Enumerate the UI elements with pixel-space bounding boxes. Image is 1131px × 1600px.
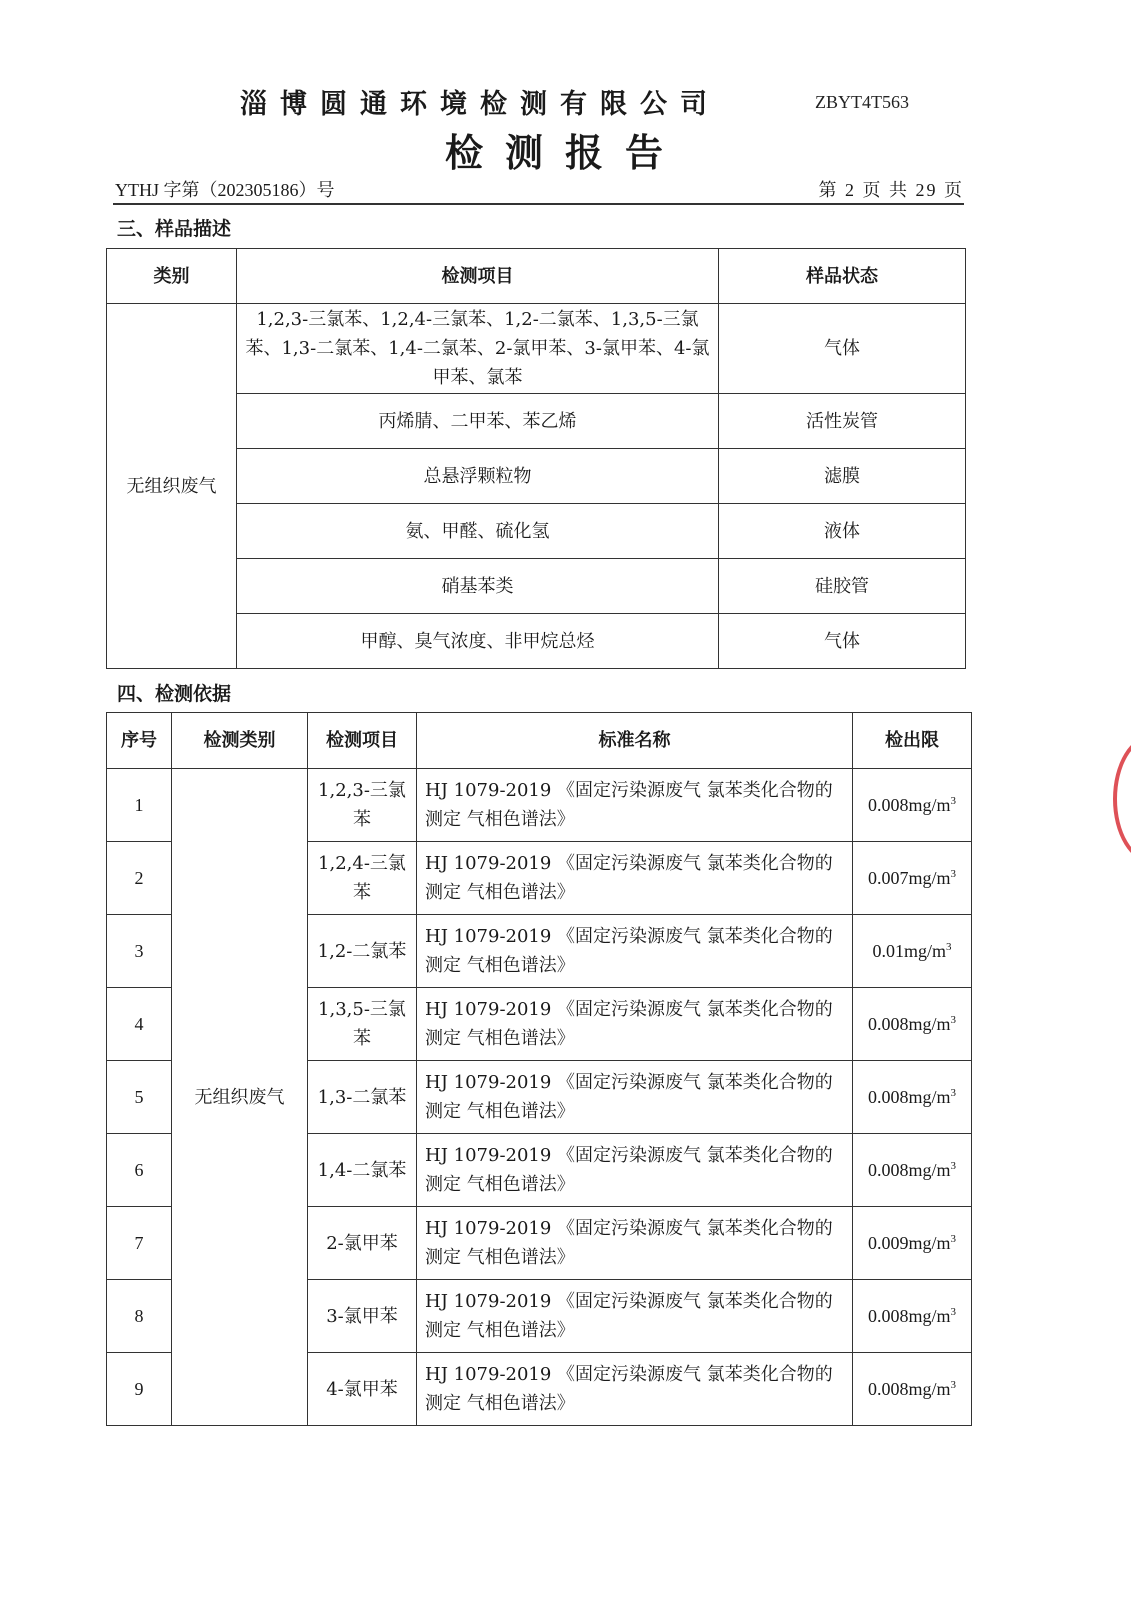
items-cell: 氨、甲醛、硫化氢 <box>237 504 719 559</box>
items-cell: 丙烯腈、二甲苯、苯乙烯 <box>237 394 719 449</box>
limit-unit-exponent: 3 <box>946 940 952 953</box>
standard-cell: HJ 1079-2019 《固定污染源废气 氯苯类化合物的测定 气相色谱法》 <box>417 1280 853 1353</box>
items-cell: 甲醇、臭气浓度、非甲烷总烃 <box>237 614 719 669</box>
header-cell: 检测项目 <box>237 249 719 304</box>
state-cell: 液体 <box>719 504 966 559</box>
item-cell: 2-氯甲苯 <box>308 1207 417 1280</box>
header-cell: 标准名称 <box>417 713 853 769</box>
limit-unit-exponent: 3 <box>950 1159 956 1172</box>
standard-cell: HJ 1079-2019 《固定污染源废气 氯苯类化合物的测定 气相色谱法》 <box>417 769 853 842</box>
row-number: 2 <box>107 842 172 915</box>
limit-value: 0.008mg/m <box>867 1378 951 1399</box>
item-cell: 4-氯甲苯 <box>308 1353 417 1426</box>
row-number: 5 <box>107 1061 172 1134</box>
table-header-row <box>107 713 972 769</box>
limit-cell <box>853 1061 972 1134</box>
table-header-row <box>107 249 966 304</box>
row-number: 3 <box>107 915 172 988</box>
limit-value: 0.008mg/m <box>867 794 951 815</box>
seal-stamp <box>1113 735 1131 863</box>
table-row <box>107 769 972 842</box>
header-cell: 检出限 <box>853 713 972 769</box>
row-number: 9 <box>107 1353 172 1426</box>
limit-cell <box>853 988 972 1061</box>
page-info: 第 2 页 共 29 页 <box>818 180 964 200</box>
item-cell: 1,4-二氯苯 <box>308 1134 417 1207</box>
item-cell: 1,3-二氯苯 <box>308 1061 417 1134</box>
header-cell: 检测项目 <box>308 713 417 769</box>
limit-cell <box>853 769 972 842</box>
standard-cell: HJ 1079-2019 《固定污染源废气 氯苯类化合物的测定 气相色谱法》 <box>417 1134 853 1207</box>
row-number: 4 <box>107 988 172 1061</box>
items-cell: 1,2,3-三氯苯、1,2,4-三氯苯、1,2-二氯苯、1,3,5-三氯苯、1,3-二氯苯、1,4-二氯苯、2-氯甲苯、3-氯甲苯、4-氯甲苯、氯苯 <box>237 304 719 394</box>
items-cell: 总悬浮颗粒物 <box>237 449 719 504</box>
report-code: ZBYT4T563 <box>815 92 909 112</box>
items-cell: 硝基苯类 <box>237 559 719 614</box>
section-heading-sample-description: 三、样品描述 <box>117 218 232 240</box>
header-cell: 类别 <box>107 249 237 304</box>
limit-unit-exponent: 3 <box>950 1086 956 1099</box>
state-cell: 气体 <box>719 614 966 669</box>
header-cell: 样品状态 <box>719 249 966 304</box>
header-divider <box>113 203 964 205</box>
limit-value: 0.008mg/m <box>867 1159 951 1180</box>
state-cell: 滤膜 <box>719 449 966 504</box>
state-cell: 活性炭管 <box>719 394 966 449</box>
limit-value: 0.009mg/m <box>867 1232 951 1253</box>
limit-cell <box>853 1280 972 1353</box>
limit-unit-exponent: 3 <box>950 1013 956 1026</box>
category-cell: 无组织废气 <box>172 769 308 1426</box>
limit-value: 0.008mg/m <box>867 1305 951 1326</box>
limit-cell <box>853 1207 972 1280</box>
row-number: 7 <box>107 1207 172 1280</box>
section-heading-test-basis: 四、检测依据 <box>117 683 232 705</box>
limit-value: 0.008mg/m <box>867 1013 951 1034</box>
limit-unit-exponent: 3 <box>950 1232 956 1245</box>
state-cell: 气体 <box>719 304 966 394</box>
row-number: 1 <box>107 769 172 842</box>
standard-cell: HJ 1079-2019 《固定污染源废气 氯苯类化合物的测定 气相色谱法》 <box>417 842 853 915</box>
limit-value: 0.01mg/m <box>872 940 946 961</box>
test-basis-table <box>106 712 972 1426</box>
report-title: 检测报告 <box>444 130 685 175</box>
item-cell: 1,3,5-三氯苯 <box>308 988 417 1061</box>
standard-cell: HJ 1079-2019 《固定污染源废气 氯苯类化合物的测定 气相色谱法》 <box>417 1061 853 1134</box>
standard-cell: HJ 1079-2019 《固定污染源废气 氯苯类化合物的测定 气相色谱法》 <box>417 988 853 1061</box>
limit-unit-exponent: 3 <box>950 794 956 807</box>
limit-unit-exponent: 3 <box>950 1378 956 1391</box>
standard-cell: HJ 1079-2019 《固定污染源废气 氯苯类化合物的测定 气相色谱法》 <box>417 1353 853 1426</box>
header-cell: 检测类别 <box>172 713 308 769</box>
limit-value: 0.007mg/m <box>867 867 951 888</box>
item-cell: 1,2-二氯苯 <box>308 915 417 988</box>
header-cell: 序号 <box>107 713 172 769</box>
item-cell: 3-氯甲苯 <box>308 1280 417 1353</box>
company-name: 淄博圆通环境检测有限公司 <box>240 89 720 120</box>
limit-cell <box>853 1134 972 1207</box>
standard-cell: HJ 1079-2019 《固定污染源废气 氯苯类化合物的测定 气相色谱法》 <box>417 1207 853 1280</box>
limit-cell <box>853 842 972 915</box>
limit-value: 0.008mg/m <box>867 1086 951 1107</box>
category-cell: 无组织废气 <box>107 304 237 669</box>
row-number: 6 <box>107 1134 172 1207</box>
limit-cell <box>853 1353 972 1426</box>
table-row <box>107 304 966 394</box>
document-number: YTHJ 字第（202305186）号 <box>115 180 335 200</box>
state-cell: 硅胶管 <box>719 559 966 614</box>
limit-cell <box>853 915 972 988</box>
item-cell: 1,2,4-三氯苯 <box>308 842 417 915</box>
standard-cell: HJ 1079-2019 《固定污染源废气 氯苯类化合物的测定 气相色谱法》 <box>417 915 853 988</box>
limit-unit-exponent: 3 <box>950 1305 956 1318</box>
item-cell: 1,2,3-三氯苯 <box>308 769 417 842</box>
sample-description-table <box>106 248 966 669</box>
limit-unit-exponent: 3 <box>950 867 956 880</box>
row-number: 8 <box>107 1280 172 1353</box>
